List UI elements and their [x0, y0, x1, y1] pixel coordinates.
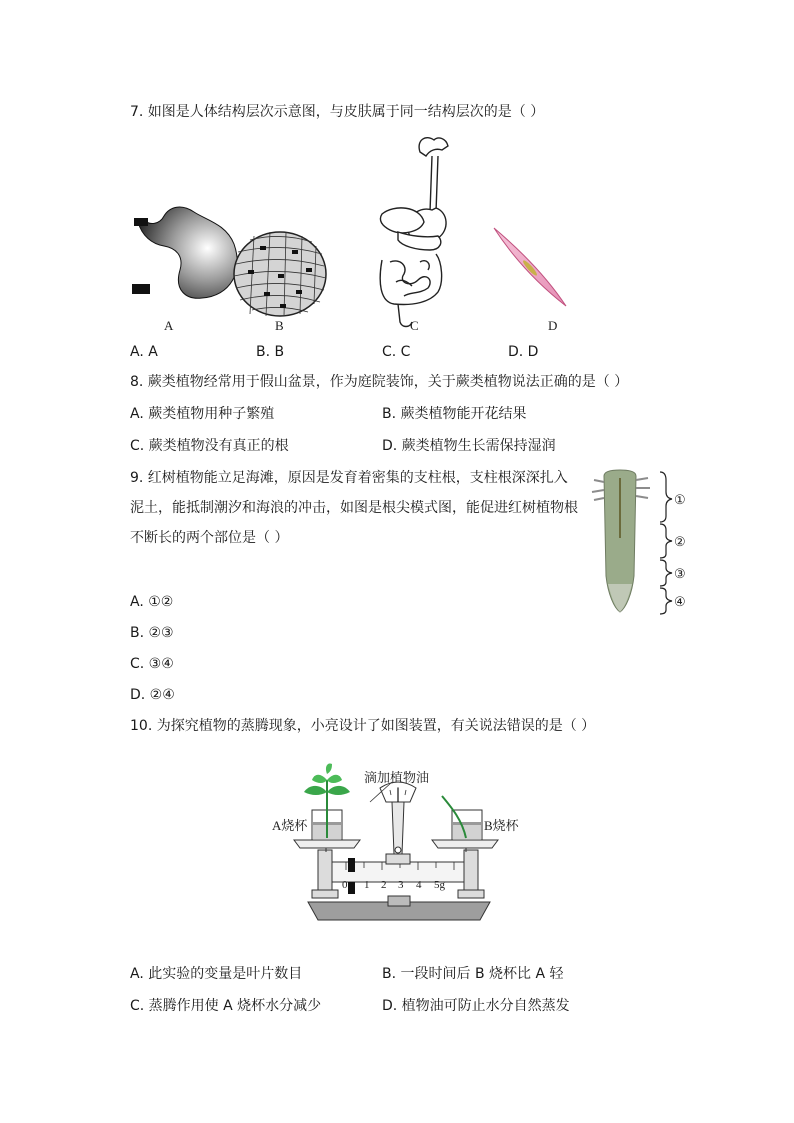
q7-figure-label-d: D	[548, 318, 558, 333]
q9-stem-line-3: 不断长的两个部位是（ ）	[130, 530, 289, 546]
scale-label-5: 5g	[434, 879, 445, 891]
q10-option-b[interactable]: B. 一段时间后 B 烧杯比 A 轻	[382, 966, 564, 982]
q10-balance-figure	[268, 762, 530, 928]
q7-stem: 7. 如图是人体结构层次示意图，与皮肤属于同一结构层次的是（ ）	[130, 104, 545, 120]
scale-label-2: 2	[381, 879, 387, 891]
q9-option-b[interactable]: B. ②③	[130, 625, 174, 641]
q10-label-beaker-b: B烧杯	[484, 818, 519, 833]
q9-stem-line-1: 9. 红树植物能立足海滩，原因是发育着密集的支柱根，支柱根深深扎入	[130, 470, 568, 486]
q7-figure-label-c: C	[410, 318, 419, 333]
beaker-b-icon	[442, 796, 482, 840]
q8-option-c[interactable]: C. 蕨类植物没有真正的根	[130, 438, 289, 454]
q7-option-b[interactable]: B. B	[256, 344, 285, 360]
q10-label-oil: 滴加植物油	[364, 770, 430, 785]
scale-label-4: 4	[416, 879, 422, 891]
q7-figure	[120, 132, 590, 340]
q9-label-2: ②	[674, 534, 686, 549]
q9-option-a[interactable]: A. ①②	[130, 594, 174, 610]
q7-figure-label-a: A	[164, 318, 174, 333]
q9-label-1: ①	[674, 492, 686, 507]
scale-label-1: 1	[364, 879, 370, 891]
q9-label-3: ③	[674, 566, 686, 581]
digestive-system-icon	[380, 138, 448, 327]
q7-option-c[interactable]: C. C	[382, 344, 411, 360]
muscle-cell-icon	[494, 228, 566, 306]
q8-option-d[interactable]: D. 蕨类植物生长需保持湿润	[382, 438, 556, 454]
q9-option-c[interactable]: C. ③④	[130, 656, 174, 672]
q10-label-beaker-a: A烧杯	[272, 818, 308, 833]
q7-option-d[interactable]: D. D	[508, 344, 539, 360]
q10-stem: 10. 为探究植物的蒸腾现象，小亮设计了如图装置，有关说法错误的是（ ）	[130, 718, 596, 734]
q8-option-a[interactable]: A. 蕨类植物用种子繁殖	[130, 406, 275, 422]
q9-stem-line-2: 泥土，能抵制潮汐和海浪的冲击，如图是根尖模式图，能促进红树植物根	[130, 500, 578, 516]
root-brackets	[660, 472, 672, 614]
q10-option-d[interactable]: D. 植物油可防止水分自然蒸发	[382, 998, 570, 1014]
muscle-tissue-icon	[234, 232, 326, 316]
q7-option-a[interactable]: A. A	[130, 344, 158, 360]
q8-option-b[interactable]: B. 蕨类植物能开花结果	[382, 406, 527, 422]
scale-label-3: 3	[398, 879, 404, 891]
q9-label-4: ④	[674, 594, 686, 609]
q7-figure-label-b: B	[275, 318, 284, 333]
q10-option-a[interactable]: A. 此实验的变量是叶片数目	[130, 966, 303, 982]
q9-option-d[interactable]: D. ②④	[130, 687, 175, 703]
root-tip-icon	[592, 470, 650, 612]
q8-stem: 8. 蕨类植物经常用于假山盆景，作为庭院装饰，关于蕨类植物说法正确的是（ ）	[130, 374, 629, 390]
q10-option-c[interactable]: C. 蒸腾作用使 A 烧杯水分减少	[130, 998, 322, 1014]
stomach-icon	[132, 207, 237, 298]
plant-icon	[304, 763, 350, 838]
q9-root-tip-figure	[590, 468, 700, 618]
scale-label-0: 0	[342, 879, 348, 891]
